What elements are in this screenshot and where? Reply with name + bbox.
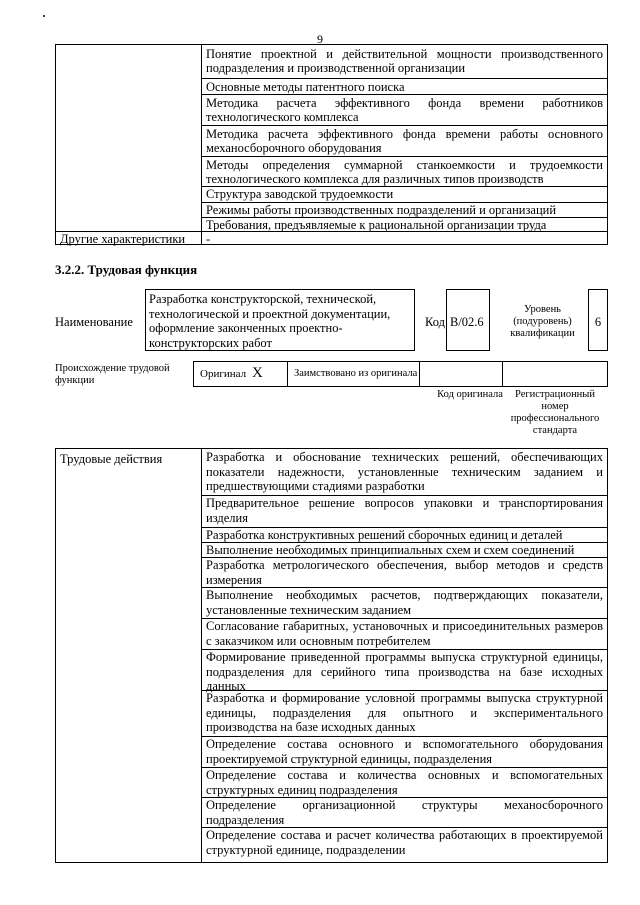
code-label: Код: [425, 315, 445, 329]
table-row: Методика расчета эффективного фонда времени работников технологического комплекса: [206, 96, 603, 124]
function-name: Разработка конструкторской, технической, технологической и проектной документации, оформление законченных проектно-конструкторских работ: [149, 292, 391, 350]
origin-box: [193, 361, 608, 387]
actions-table: [55, 448, 608, 863]
table-row: Выполнение необходимых расчетов, подтверждающих показатели, установленные техническим заданием: [206, 588, 603, 617]
section-title: 3.2.2. Трудовая функция: [55, 262, 198, 277]
table-row: Формирование приведенной программы выпуска структурной единицы, подразделения для серийного типа производства на базе исходных данных: [206, 650, 603, 693]
code-original-label: Код оригинала: [437, 389, 503, 400]
table-row: Разработка и обоснование технических решений, обеспечивающих показатели надежности, установленные техническим заданием и предшествующими стадиями разработки: [206, 450, 603, 493]
origin-label: Происхождение трудовой функции: [55, 363, 170, 386]
table-row: Методы определения суммарной станкоемкости и трудоемкости технологического комплекса для различных типов производств: [206, 158, 603, 186]
other-characteristics-label: Другие характеристики: [60, 232, 186, 246]
name-box: [145, 289, 415, 351]
table-row: Требования, предъявляемые к рациональной организации труда: [206, 218, 547, 232]
code-box: [446, 289, 490, 351]
actions-label: Трудовые действия: [60, 452, 163, 466]
table-row: Основные методы патентного поиска: [206, 80, 405, 94]
borrowed-label: Заимствовано из оригинала: [294, 368, 418, 379]
table-row: Методика расчета эффективного фонда времени работы основного механосборочного оборудования: [206, 127, 603, 155]
level-label: Уровень (подуровень) квалификации: [510, 304, 575, 339]
table-row: Понятие проектной и действительной мощности производственного подразделения и производственной организации: [206, 47, 603, 75]
table-row: Согласование габаритных, установочных и присоединительных размеров с заказчиком или основным потребителем: [206, 619, 603, 648]
scan-dot: [43, 15, 45, 17]
table-row: Выполнение необходимых принципиальных схем и схем соединений: [206, 543, 575, 557]
table-row: Структура заводской трудоемкости: [206, 187, 394, 201]
table-row: Разработка конструктивных решений сборочных единиц и деталей: [206, 528, 563, 542]
table-row: Определение состава и количества основных и вспомогательных структурных единиц подразделения: [206, 768, 603, 797]
page-number: 9: [317, 32, 323, 46]
original-label: Оригинал: [200, 368, 247, 380]
code-value: В/02.6: [450, 315, 484, 329]
name-label: Наименование: [55, 315, 133, 329]
knowledge-table: [55, 44, 608, 245]
original-mark: Х: [252, 365, 263, 381]
level-value: 6: [594, 315, 602, 329]
table-row: Определение состава основного и вспомогательного оборудования проектируемой структурной единицы, подразделения: [206, 737, 603, 766]
table-row: Определение организационной структуры механосборочного подразделения: [206, 798, 603, 827]
table-row: Режимы работы производственных подразделений и организаций: [206, 203, 557, 217]
table-row: Разработка и формирование условной программы выпуска структурной единицы, подразделения для опытного и экспериментального производства на базе исходных данных: [206, 691, 603, 734]
table-row: Определение состава и расчет количества работающих в проектируемой структурной единице, подразделении: [206, 828, 603, 857]
reg-number-label: Регистрационный номер профессионального стандарта: [510, 389, 600, 436]
other-characteristics-value: -: [206, 232, 211, 246]
level-box: [588, 289, 608, 351]
table-row: Разработка метрологического обеспечения, выбор методов и средств измерения: [206, 558, 603, 587]
table-row: Предварительное решение вопросов упаковки и транспортирования изделия: [206, 496, 603, 525]
